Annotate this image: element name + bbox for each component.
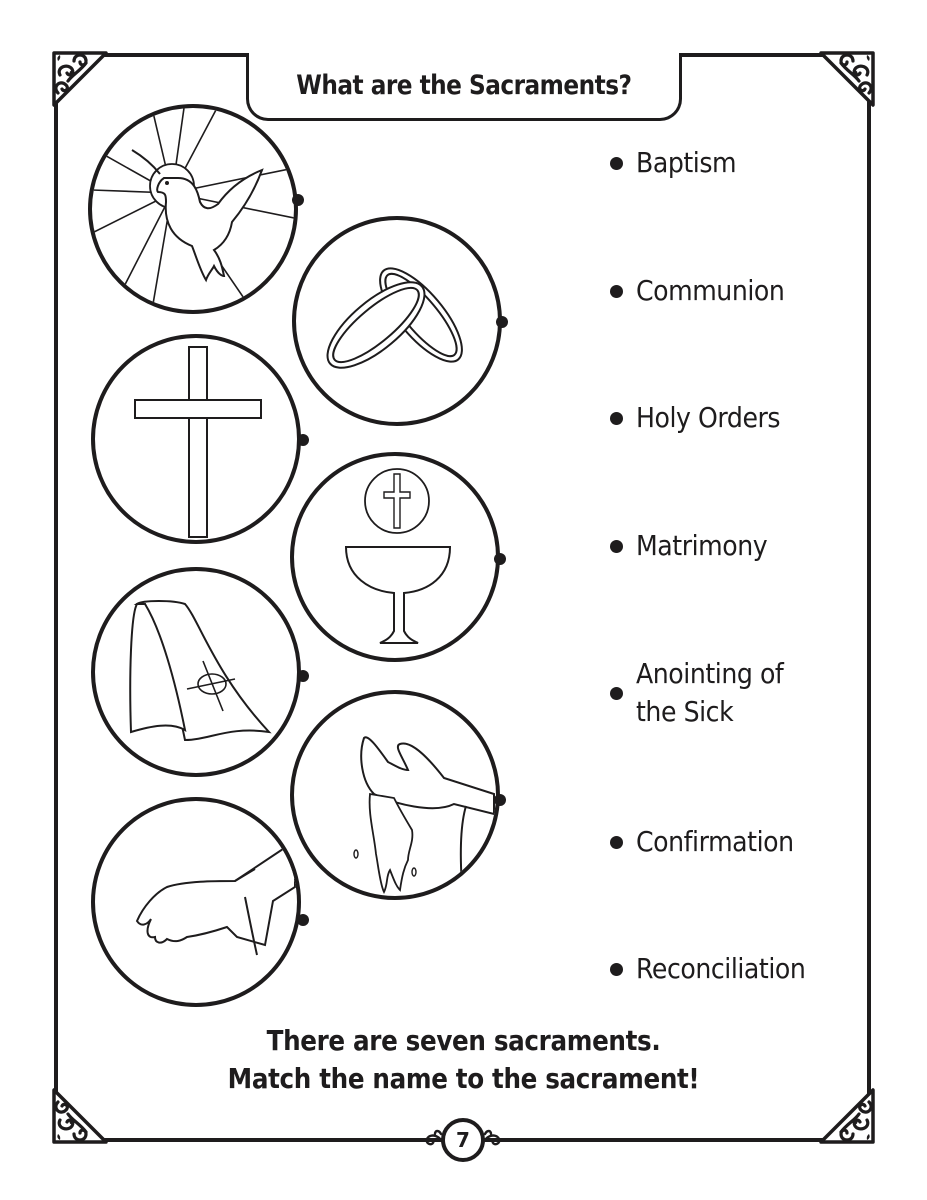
name-item-baptism[interactable] (610, 144, 747, 182)
match-dot[interactable] (494, 553, 506, 565)
corner-ornament-top-left-icon (50, 49, 110, 109)
name-item-holy-orders[interactable] (610, 399, 796, 437)
sacrament-image-chalice[interactable] (290, 452, 500, 662)
cross-icon (95, 338, 297, 540)
bullet-dot-icon[interactable] (610, 687, 623, 700)
name-label: Holy Orders (636, 401, 781, 434)
sacrament-image-wedding-rings[interactable] (292, 216, 502, 426)
chalice-icon (294, 456, 496, 658)
title-banner (246, 53, 682, 121)
instructions-line-1: There are seven sacraments. (266, 1024, 661, 1057)
sacrament-image-laying-hands[interactable] (91, 797, 301, 1007)
bullet-dot-icon[interactable] (610, 963, 623, 976)
match-dot[interactable] (297, 670, 309, 682)
bullet-dot-icon[interactable] (610, 540, 623, 553)
stole-icon (95, 571, 297, 773)
name-label: Confirmation (636, 825, 794, 858)
name-item-reconciliation[interactable] (610, 950, 824, 988)
match-dot[interactable] (496, 316, 508, 328)
page-number: 7 (441, 1118, 485, 1162)
name-item-confirmation[interactable] (610, 823, 811, 861)
instructions (0, 1022, 927, 1098)
name-item-communion[interactable] (610, 272, 801, 310)
match-dot[interactable] (297, 914, 309, 926)
name-label: Reconciliation (636, 952, 806, 985)
sacrament-image-cross[interactable] (91, 334, 301, 544)
page-title: What are the Sacraments? (296, 70, 632, 101)
page-number-badge (413, 1118, 513, 1166)
match-dot[interactable] (292, 194, 304, 206)
bullet-dot-icon[interactable] (610, 285, 623, 298)
bullet-dot-icon[interactable] (610, 157, 623, 170)
bullet-dot-icon[interactable] (610, 412, 623, 425)
name-label: Communion (636, 274, 785, 307)
name-label: Matrimony (636, 529, 768, 562)
water-hands-icon (294, 694, 496, 896)
sacrament-image-water-hands[interactable] (290, 690, 500, 900)
sacrament-image-stole[interactable] (91, 567, 301, 777)
name-label: Baptism (636, 146, 737, 179)
name-label: Anointing of the Sick (636, 657, 784, 728)
wedding-rings-icon (296, 220, 498, 422)
bullet-dot-icon[interactable] (610, 836, 623, 849)
name-item-anointing-of-the-sick[interactable] (610, 655, 836, 731)
sacrament-image-dove[interactable] (88, 104, 298, 314)
corner-ornament-top-right-icon (817, 49, 877, 109)
name-item-matrimony[interactable] (610, 527, 782, 565)
match-dot[interactable] (494, 794, 506, 806)
match-dot[interactable] (297, 434, 309, 446)
instructions-line-2: Match the name to the sacrament! (227, 1062, 700, 1095)
dove-icon (92, 108, 294, 310)
laying-hands-icon (95, 801, 297, 1003)
